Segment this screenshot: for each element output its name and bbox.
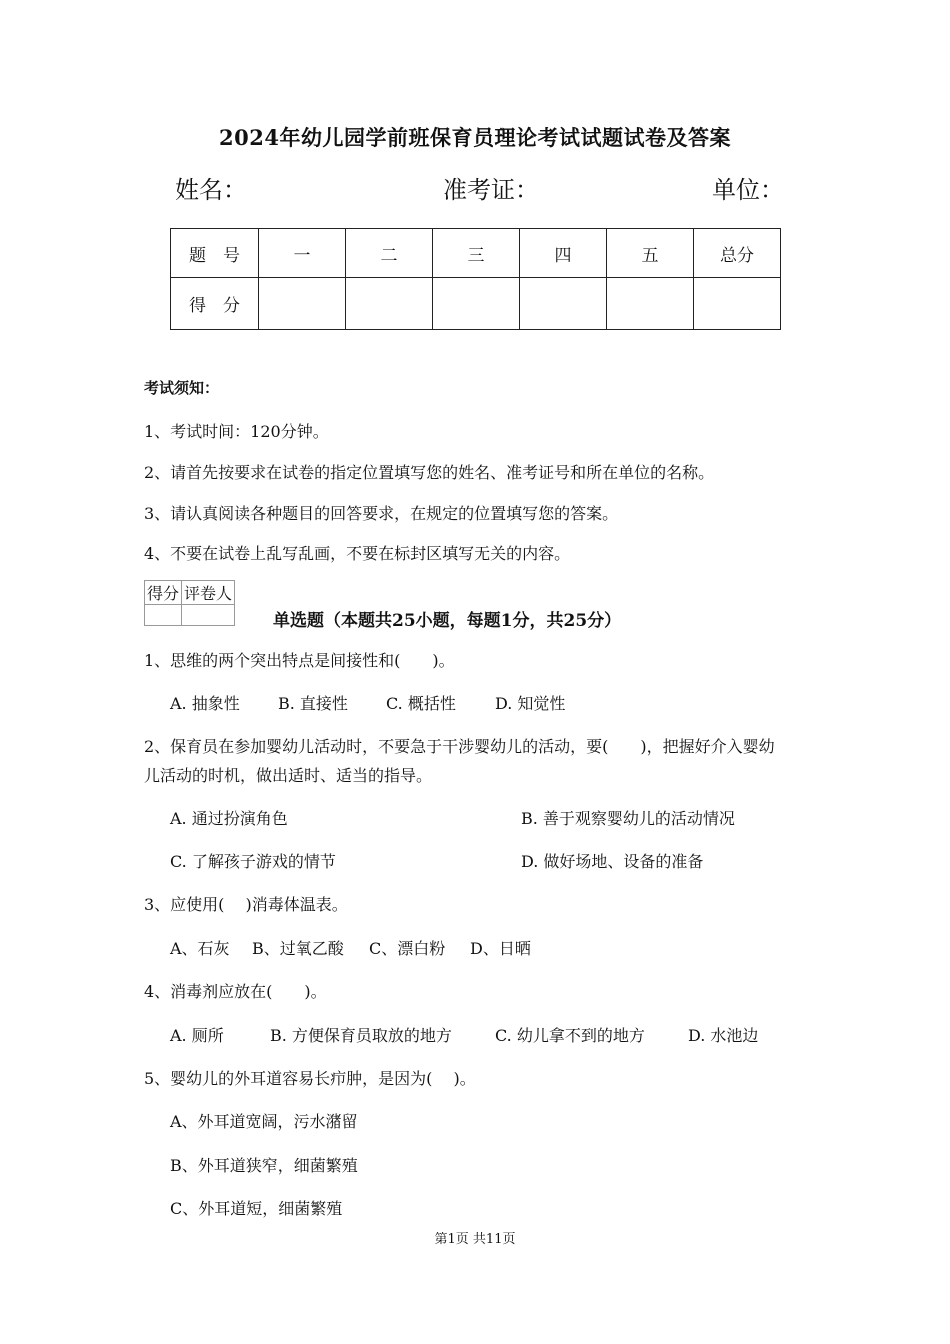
score-header-cell: 四 [520, 229, 607, 278]
question-option: D. 知觉性 [495, 694, 566, 713]
question-option: B. 直接性 [278, 694, 348, 713]
question-option: A. 通过扮演角色 [170, 809, 288, 828]
notice-item: 1、考试时间：120分钟。 [144, 422, 329, 441]
question-stem: 5、婴幼儿的外耳道容易长疖肿，是因为( )。 [144, 1069, 476, 1088]
notice-heading: 考试须知： [144, 379, 220, 397]
section-title: 单选题（本题共25小题，每题1分，共25分） [273, 611, 622, 631]
score-cell[interactable] [520, 278, 607, 330]
question-option: A. 抽象性 [170, 694, 240, 713]
notice-item: 3、请认真阅读各种题目的回答要求，在规定的位置填写您的答案。 [144, 504, 619, 523]
question-stem: 3、应使用( )消毒体温表。 [144, 895, 348, 914]
question-option: A、外耳道宽阔，污水潴留 [170, 1112, 358, 1131]
score-table [170, 228, 781, 330]
score-header-cell: 三 [433, 229, 520, 278]
grader-score-label: 得分 [145, 581, 182, 605]
question-stem-continued: 儿活动的时机，做出适时、适当的指导。 [144, 766, 433, 785]
question-option: C. 幼儿拿不到的地方 [495, 1026, 645, 1045]
score-cell[interactable] [607, 278, 694, 330]
page-title: 2024年幼儿园学前班保育员理论考试试题试卷及答案 [219, 125, 731, 150]
question-stem: 1、思维的两个突出特点是间接性和( )。 [144, 651, 455, 670]
grader-box [144, 580, 235, 626]
question-option: B. 方便保育员取放的地方 [270, 1026, 452, 1045]
score-header-cell: 五 [607, 229, 694, 278]
score-header-cell: 二 [346, 229, 433, 278]
question-option: A. 厕所 [170, 1026, 224, 1045]
question-stem: 2、保育员在参加婴幼儿活动时，不要急于干涉婴幼儿的活动，要( )，把握好介入婴幼 [144, 737, 775, 756]
question-option: B. 善于观察婴幼儿的活动情况 [521, 809, 735, 828]
grader-name-cell[interactable] [182, 605, 235, 626]
exam-id-field-label: 准考证： [443, 176, 539, 204]
unit-field-label: 单位： [712, 176, 784, 204]
question-option: D. 做好场地、设备的准备 [521, 852, 704, 871]
question-option: C、漂白粉 [369, 939, 446, 958]
question-stem: 4、消毒剂应放在( )。 [144, 982, 327, 1001]
name-field-label: 姓名： [175, 176, 247, 204]
question-option: B、外耳道狭窄，细菌繁殖 [170, 1156, 358, 1175]
score-row-label: 得 分 [171, 278, 259, 330]
grader-name-label: 评卷人 [182, 581, 235, 605]
question-option: C、外耳道短，细菌繁殖 [170, 1199, 343, 1218]
score-cell[interactable] [433, 278, 520, 330]
score-header-cell: 一 [259, 229, 346, 278]
question-option: A、石灰 [170, 939, 230, 958]
score-header-cell: 题 号 [171, 229, 259, 278]
score-cell[interactable] [259, 278, 346, 330]
question-option: B、过氧乙酸 [252, 939, 344, 958]
score-header-cell: 总分 [694, 229, 781, 278]
page-footer: 第1页 共11页 [434, 1232, 516, 1247]
notice-item: 2、请首先按要求在试卷的指定位置填写您的姓名、准考证号和所在单位的名称。 [144, 463, 715, 482]
question-option: C. 了解孩子游戏的情节 [170, 852, 336, 871]
question-option: D. 水池边 [688, 1026, 759, 1045]
question-option: C. 概括性 [386, 694, 456, 713]
question-option: D、日晒 [470, 939, 531, 958]
score-cell[interactable] [346, 278, 433, 330]
grader-score-cell[interactable] [145, 605, 182, 626]
notice-item: 4、不要在试卷上乱写乱画，不要在标封区填写无关的内容。 [144, 544, 571, 563]
score-cell[interactable] [694, 278, 781, 330]
